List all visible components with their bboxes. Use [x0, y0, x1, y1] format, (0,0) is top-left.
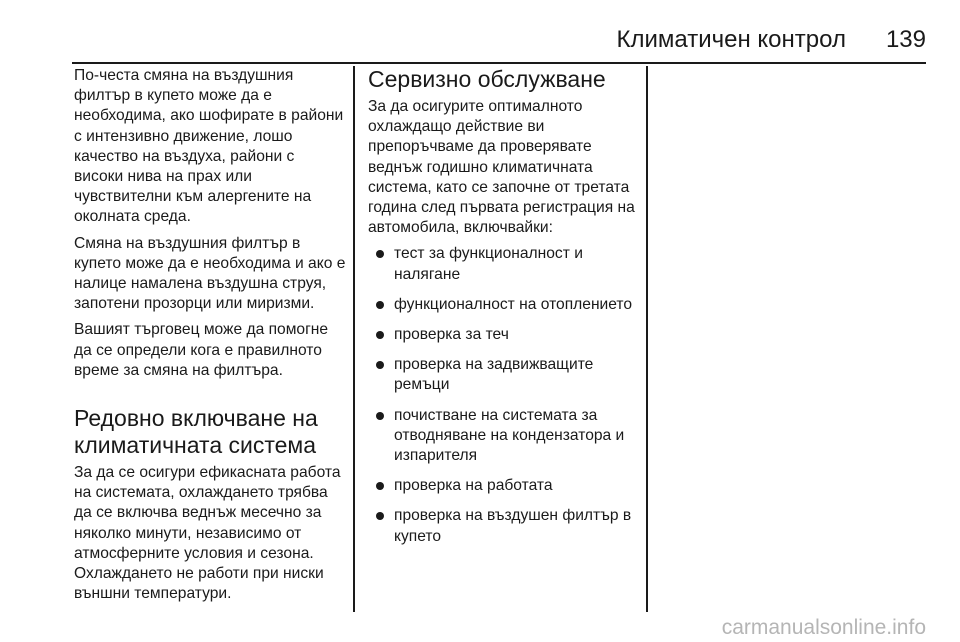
list-item-text: проверка на работата: [394, 477, 553, 495]
bullet-icon: [376, 482, 384, 490]
list-item: [368, 355, 636, 395]
paragraph: За да осигурите оптималното охлаждащо действие ви препоръчваме да проверявате веднъж годишно климатичната система, като се започне от третата година след първата регистрация на автомобила, включвайки:: [368, 98, 635, 237]
list-item: [368, 244, 636, 284]
bullet-icon: [376, 250, 384, 258]
section-heading: Сервизно обслужване: [368, 66, 606, 92]
bullet-icon: [376, 301, 384, 309]
bullet-icon: [376, 412, 384, 420]
list-item: [368, 476, 636, 496]
right-column: [368, 66, 636, 557]
left-column: [74, 66, 346, 610]
checklist: [368, 244, 636, 546]
paragraph: По-честа смяна на въздушния филтър в купето може да е необходима, ако шофирате в райони с интензивно движение, лошо качество на въздуха, райони с високи нива на прах или чувствителни към алергените на околната среда.: [74, 67, 344, 226]
section-title: Климатичен контрол: [616, 26, 846, 53]
column-divider-right: [646, 66, 648, 612]
list-item-text: проверка на въздушен филтър в купето: [394, 507, 632, 545]
list-item-text: проверка за теч: [394, 326, 509, 344]
paragraph: За да се осигури ефикасната работа на системата, охлаждането трябва да се включва веднъж месечно за няколко минути, независимо от атмосферните условия и сезона. Охлаждането не работи при ниски външни температури.: [74, 464, 341, 603]
list-item-text: тест за функционалност и налягане: [394, 245, 583, 283]
section-heading: Редовно включване на климатичната система: [74, 405, 318, 459]
list-item: [368, 325, 636, 345]
list-item: [368, 406, 636, 467]
page-number: 139: [885, 26, 926, 53]
bullet-icon: [376, 361, 384, 369]
paragraph: Смяна на въздушния филтър в купето може да е необходима и ако е налице намалена въздушна струя, запотени прозорци или миризми.: [74, 234, 346, 313]
paragraph: Вашият търговец може да помогне да се определи кога е правилното време за смяна на филтъра.: [74, 321, 329, 379]
list-item-text: проверка на задвижващите ремъци: [394, 356, 594, 394]
bullet-icon: [376, 512, 384, 520]
bullet-icon: [376, 331, 384, 339]
list-item-text: функционалност на отоплението: [394, 295, 633, 313]
list-item-text: почистване на системата за отводняване на кондензатора и изпарителя: [394, 406, 625, 465]
column-divider-left: [353, 66, 355, 612]
watermark: carmanualsonline.info: [721, 616, 926, 639]
page-header: [617, 26, 926, 54]
header-rule: [72, 62, 926, 64]
list-item: [368, 295, 636, 315]
list-item: [368, 506, 636, 546]
